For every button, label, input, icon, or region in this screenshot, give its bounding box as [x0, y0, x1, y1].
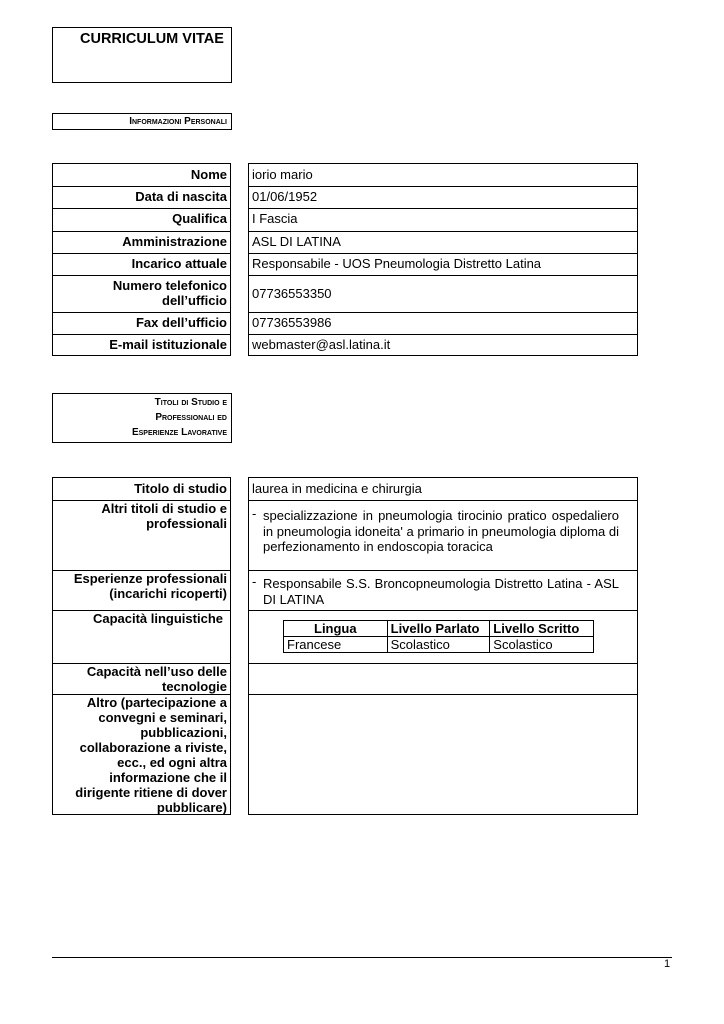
- dash-marker: -: [252, 506, 257, 521]
- tel-label-line2: dell’ufficio: [162, 293, 227, 308]
- row-fax-label: [53, 313, 230, 335]
- ling-label: Capacità linguistiche: [92, 611, 223, 626]
- tech-label-line1: Capacità nell’uso delle: [86, 664, 227, 679]
- section-personal-info: [52, 113, 232, 130]
- altri-value: specializzazione in pneumologia tirocinio pratico ospedaliero in pneumologia idoneita' a primario in pneumologia diploma di perfezionamento in endoscopia toracica: [263, 508, 619, 554]
- nascita-label: Data di nascita: [135, 189, 227, 204]
- row-ling-label: [53, 611, 230, 664]
- email-value: webmaster@asl.latina.it: [252, 337, 391, 352]
- cv-title: CURRICULUM VITAE: [80, 31, 224, 47]
- studies-labels: [52, 477, 231, 815]
- table-row: [284, 637, 594, 653]
- section-studies-line2: Professionali ed: [155, 412, 227, 423]
- nome-value: iorio mario: [252, 167, 313, 182]
- altro-label-line7: dirigente ritiene di dover: [75, 785, 227, 800]
- lang-cell-lingua: Francese: [284, 637, 388, 653]
- row-titolo-value: [249, 478, 637, 501]
- studies-values: [248, 477, 638, 815]
- altro-label-line4: collaborazione a riviste,: [79, 740, 227, 755]
- email-label: E-mail istituzionale: [109, 337, 227, 352]
- row-qualifica-label: [53, 209, 230, 232]
- altri-label-line2: professionali: [146, 516, 227, 531]
- nome-label: Nome: [190, 167, 227, 182]
- row-tech-value: [249, 664, 637, 695]
- altro-label-line6: informazione che il: [109, 770, 227, 785]
- languages-header-row: [284, 621, 594, 637]
- languages-table: [283, 620, 594, 653]
- row-nome-value: [249, 164, 637, 187]
- row-incarico-value: [249, 254, 637, 276]
- titolo-value: laurea in medicina e chirurgia: [252, 481, 422, 496]
- personal-values: [248, 163, 638, 356]
- nascita-value: 01/06/1952: [252, 189, 318, 204]
- row-amm-value: [249, 232, 637, 254]
- row-altro-label: [53, 695, 230, 816]
- row-email-value: [249, 335, 637, 357]
- esp-label-line1: Esperienze professionali: [73, 571, 227, 586]
- lang-cell-parlato: Scolastico: [387, 637, 490, 653]
- esp-label-line2: (incarichi ricoperti): [109, 586, 227, 601]
- tel-label-line1: Numero telefonico: [112, 278, 227, 293]
- row-nascita-value: [249, 187, 637, 209]
- row-tel-value: [249, 276, 637, 313]
- altro-label-line3: pubblicazioni,: [140, 725, 227, 740]
- lang-header-lingua: Lingua: [284, 621, 388, 637]
- fax-label: Fax dell’ufficio: [135, 315, 227, 330]
- section-personal-label: Informazioni Personali: [129, 116, 227, 127]
- altri-bullet: [252, 508, 619, 555]
- row-nascita-label: [53, 187, 230, 209]
- esp-bullet: [252, 576, 619, 607]
- titolo-label: Titolo di studio: [134, 481, 227, 496]
- altro-label-line2: convegni e seminari,: [98, 710, 227, 725]
- amministrazione-label: Amministrazione: [122, 234, 227, 249]
- qualifica-value: I Fascia: [252, 211, 298, 226]
- row-altri-label: [53, 501, 230, 571]
- section-studies-line3: Esperienze Lavorative: [131, 427, 227, 438]
- fax-value: 07736553986: [252, 315, 332, 330]
- altro-label-line8: pubblicare): [156, 800, 227, 815]
- row-nome-label: [53, 164, 230, 187]
- row-tech-label: [53, 664, 230, 695]
- row-altro-value: [249, 695, 637, 816]
- personal-labels: [52, 163, 231, 356]
- altro-label-line1: Altro (partecipazione a: [86, 695, 227, 710]
- row-ling-value: [249, 611, 637, 664]
- qualifica-label: Qualifica: [172, 211, 227, 226]
- section-studies: [52, 393, 232, 443]
- title-box: [52, 27, 232, 83]
- dash-marker: -: [252, 574, 257, 589]
- row-email-label: [53, 335, 230, 357]
- row-incarico-label: [53, 254, 230, 276]
- row-titolo-label: [53, 478, 230, 501]
- section-studies-line1: Titoli di Studio e: [154, 397, 227, 408]
- page-number: 1: [664, 958, 671, 970]
- lang-cell-scritto: Scolastico: [490, 637, 594, 653]
- altri-label-line1: Altri titoli di studio e: [101, 501, 227, 516]
- tel-value: 07736553350: [252, 286, 332, 301]
- lang-header-scritto: Livello Scritto: [490, 621, 594, 637]
- row-amm-label: [53, 232, 230, 254]
- row-fax-value: [249, 313, 637, 335]
- row-esp-label: [53, 571, 230, 611]
- amministrazione-value: ASL DI LATINA: [252, 234, 341, 249]
- incarico-label: Incarico attuale: [131, 256, 227, 271]
- row-tel-label: [53, 276, 230, 313]
- lang-header-parlato: Livello Parlato: [387, 621, 490, 637]
- row-qualifica-value: [249, 209, 637, 232]
- incarico-value: Responsabile - UOS Pneumologia Distretto Latina: [252, 256, 542, 271]
- footer-divider: [52, 957, 672, 958]
- esp-value: Responsabile S.S. Broncopneumologia Distretto Latina - ASL DI LATINA: [263, 576, 619, 607]
- tech-label-line2: tecnologie: [161, 679, 227, 694]
- row-esp-value: [249, 571, 637, 611]
- row-altri-value: [249, 501, 637, 571]
- altro-label-line5: ecc., ed ogni altra: [117, 755, 227, 770]
